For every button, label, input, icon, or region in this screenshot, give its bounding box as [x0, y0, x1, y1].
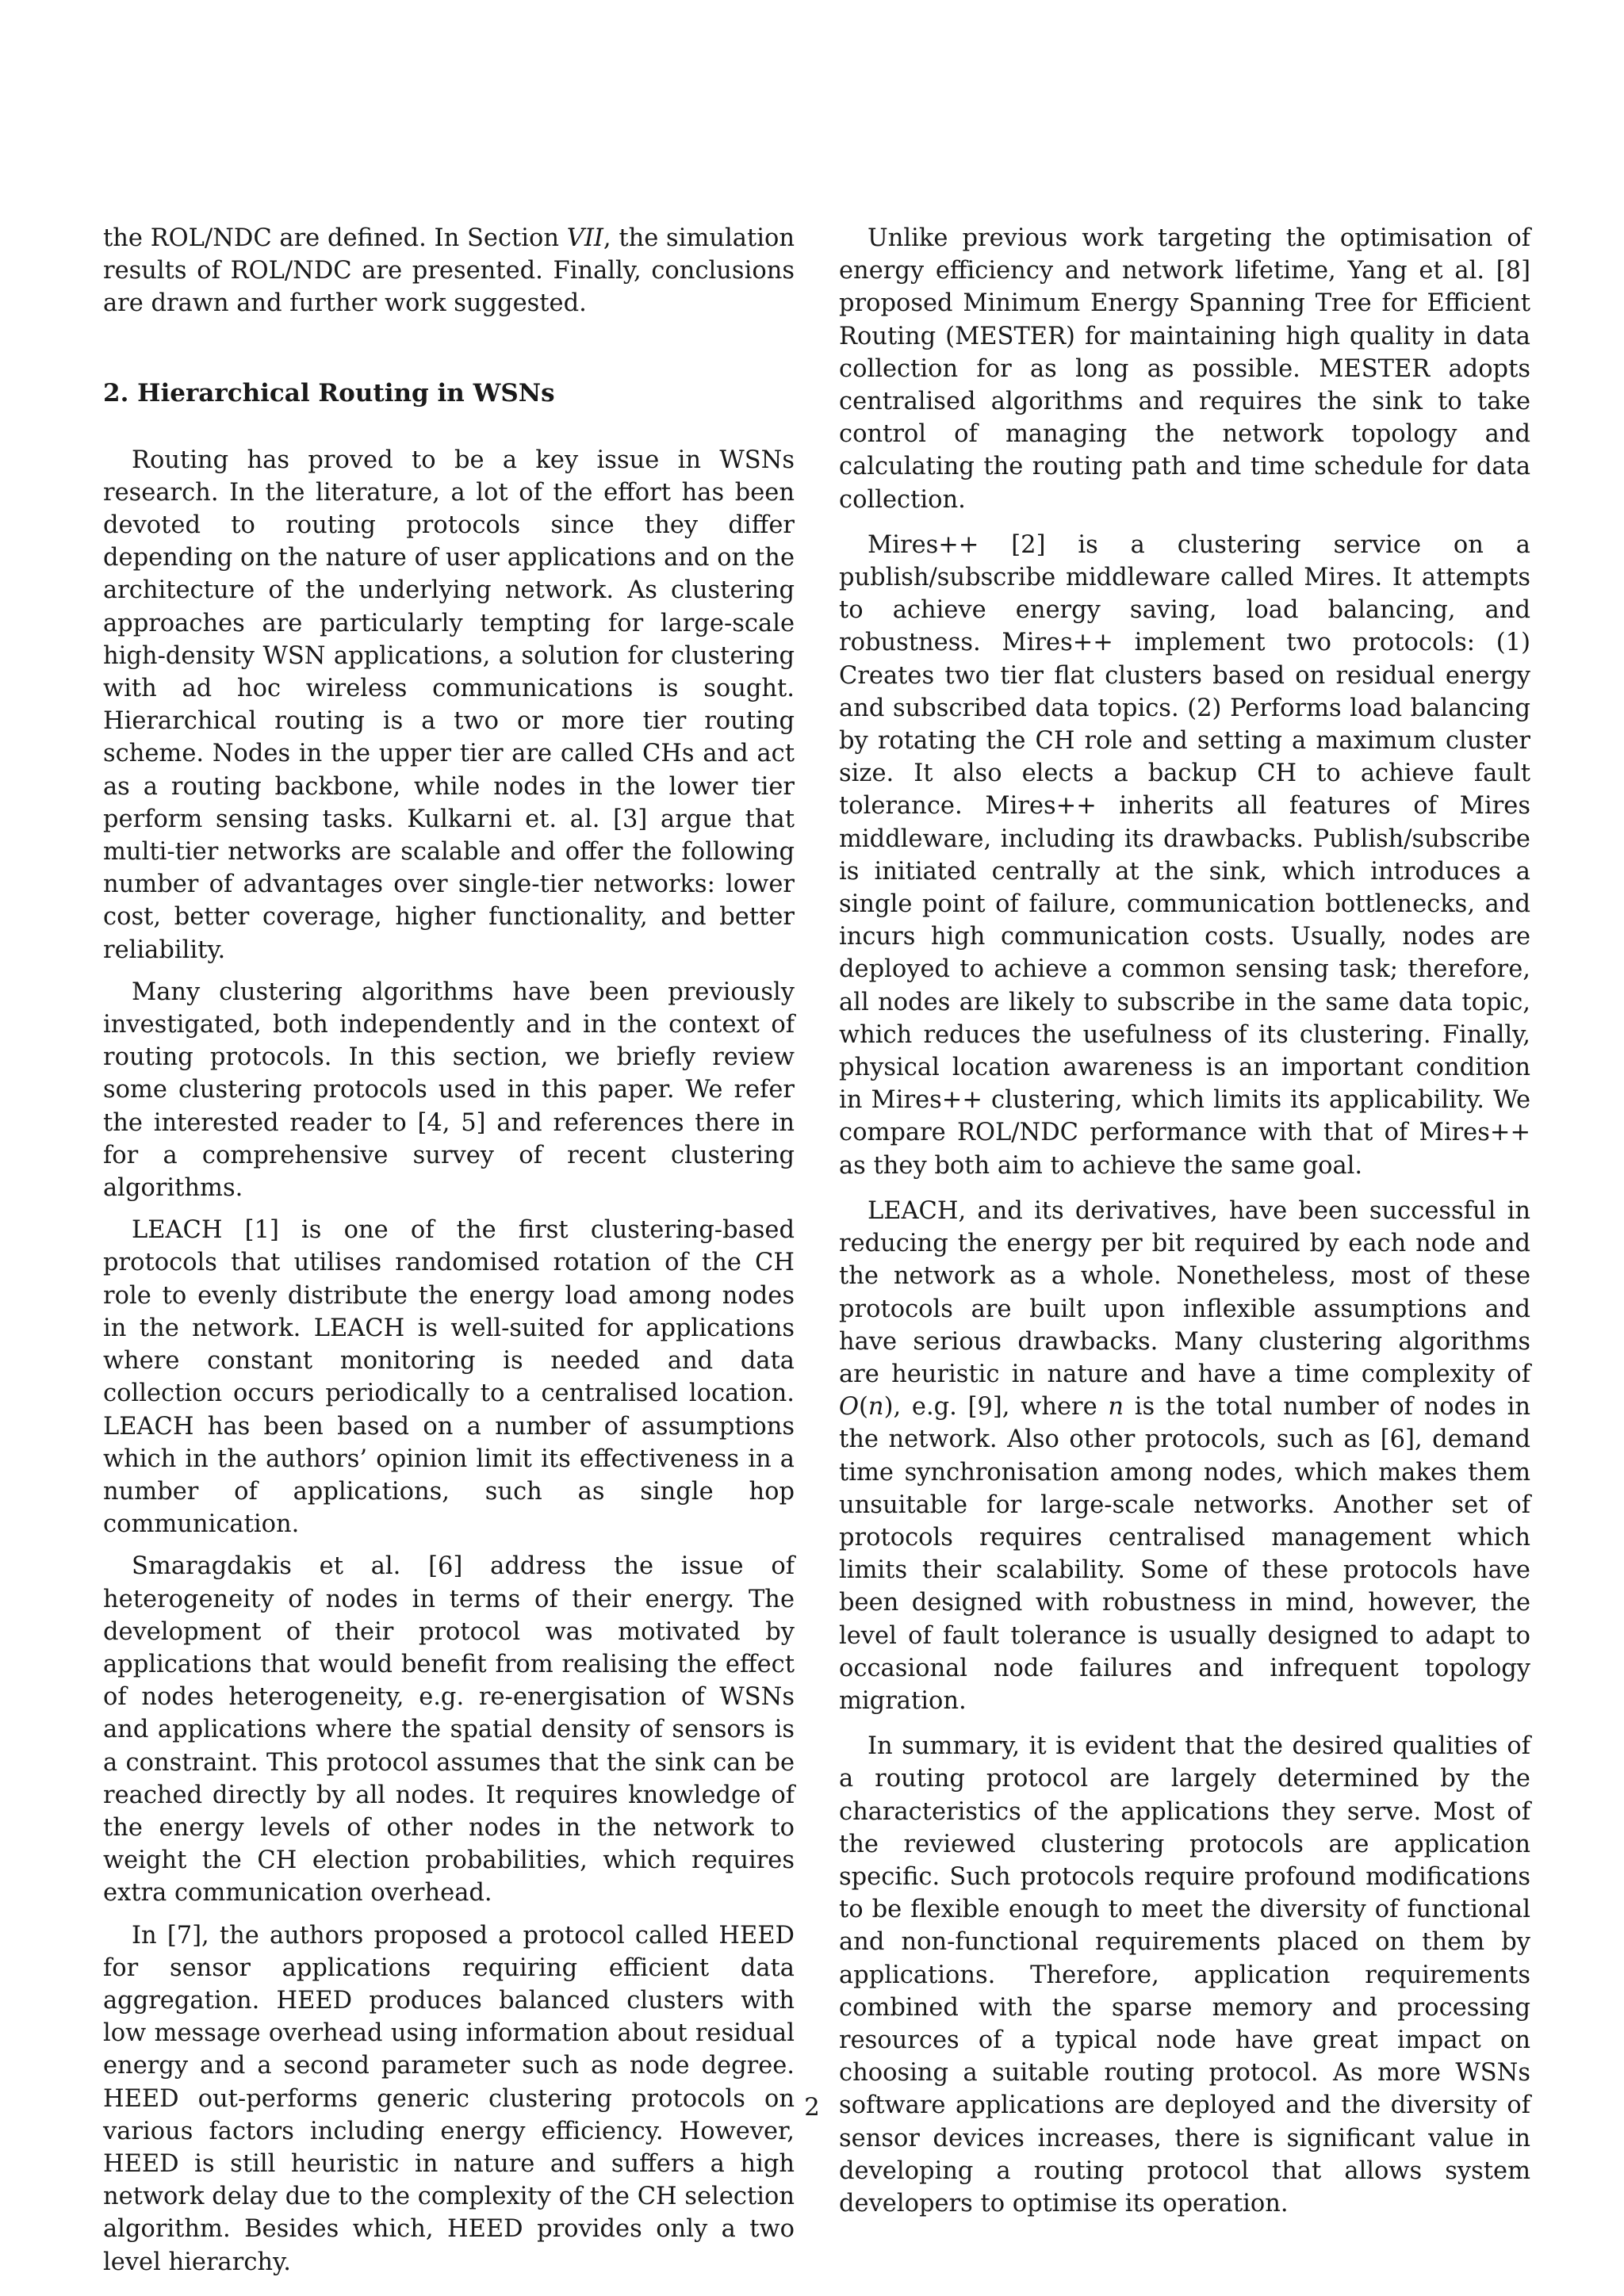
paragraph-routing-key-issue: Routing has proved to be a key issue in WSNs research. In the literature, a lot of the effort has been devoted to routing protocols since they differ depending on the nature of user applications and on the architecture of the underlying network. As clustering approaches are particularly tempting for large-scale high-density WSN applications, a solution for clustering with ad hoc wireless communications is sought. Hierarchical routing is a two or more tier routing scheme. Nodes in the upper tier are called CHs and act as a routing backbone, while nodes in the lower tier perform sensing tasks. Kulkarni et. al. [3] argue that multi-tier networks are scalable and offer the following number of advantages over single-tier networks: lower cost, better coverage, higher functionality, and better reliability. [103, 446, 795, 964]
math-O: O [839, 1393, 860, 1422]
paragraph-heed: In [7], the authors proposed a protocol called HEED for sensor applications requiring efficient data aggregation. HEED produces balanced clusters with low message overhead using information about residual energy and a second parameter such as node degree. HEED out-performs generic clustering protocols on various factors including energy efficiency. However, HEED is still heuristic in nature and suffers a high network delay due to the complexity of the CH selection algorithm. Besides which, HEED provides only a two level hierarchy. [103, 1921, 795, 2276]
paragraph-mester: Unlike previous work targeting the optimisation of energy efficiency and network lifetime, Yang et al. [8] proposed Minimum Energy Spanning Tree for Efficient Routing (MESTER) for maintaining high quality in data collection for as long as possible. MESTER adopts centralised algorithms and requires the sink to take control of managing the network topology and calculating the routing path and time schedule for data collection. [839, 224, 1530, 514]
math-n: n [1108, 1393, 1124, 1422]
paragraph-smaragdakis: Smaragdakis et al. [6] address the issue of heterogeneity of nodes in terms of their energy. The development of their protocol was motivated by applications that would benefit from realising the effect of nodes heterogeneity, e.g. re-energisation of WSNs and applications where the spatial density of sensors is a constraint. This protocol assumes that the sink can be reached directly by all nodes. It requires knowledge of the energy levels of other nodes in the network to weight the CH election probabilities, which requires extra communication overhead. [103, 1552, 795, 1908]
paragraph-leach: LEACH [1] is one of the first clustering-based protocols that utilises randomised rotation of the CH role to evenly distribute the energy load among nodes in the network. LEACH is well-suited for applications where constant monitoring is needed and data collection occurs periodically to a centralised location. LEACH has been based on a number of assumptions which in the authors’ opinion limit its effectiveness in a number of applications, such as single hop communication. [103, 1216, 795, 1539]
text-run: LEACH, and its derivatives, have been successful in reducing the energy per bit required by each node and the network as a whole. Nonetheless, most of these protocols are built upon inflexible assumptions and have serious drawbacks. Many clustering algorithms are heuristic in nature and have a time complexity of [839, 1196, 1530, 1388]
text-run: ), e.g. [9], where [883, 1393, 1109, 1422]
right-column [839, 222, 1530, 2220]
text-run: the ROL/NDC are defined. In Section [103, 224, 567, 252]
text-run: ( [859, 1393, 868, 1422]
paragraph-clustering-algorithms: Many clustering algorithms have been previously investigated, both independently and in the context of routing protocols. In this section, we briefly review some clustering protocols used in this paper. We refer the interested reader to [4, 5] and references there in for a comprehensive survey of recent clustering algorithms. [103, 978, 795, 1203]
left-column [103, 222, 795, 2279]
section-number: VII [566, 224, 603, 252]
paragraph-intro-continuation [103, 222, 795, 320]
text-run: , the simulation results of ROL/NDC are presented. Finally, conclusions are drawn and further work suggested. [103, 224, 795, 318]
math-n: n [868, 1393, 884, 1422]
paragraph-leach-derivatives [839, 1195, 1530, 1717]
section-heading: 2. Hierarchical Routing in WSNs [103, 378, 555, 408]
text-run: is the total number of nodes in the network. Also other protocols, such as [6], demand time synchronisation among nodes, which makes them unsuitable for large-scale networks. Another set of protocols requires centralised management which limits their scalability. Some of these protocols have been designed with robustness in mind, however, the level of fault tolerance is usually designed to adapt to occasional node failures and infrequent topology migration. [839, 1393, 1530, 1715]
paragraph-summary: In summary, it is evident that the desired qualities of a routing protocol are largely determined by the characteristics of the applications they serve. Most of the reviewed clustering protocols are application specific. Such protocols require profound modifications to be flexible enough to meet the diversity of functional and non-functional requirements placed on them by applications. Therefore, application requirements combined with the sparse memory and processing resources of a typical node have great impact on choosing a suitable routing protocol. As more WSNs software applications are deployed and the diversity of sensor devices increases, there is significant value in developing a routing protocol that allows system developers to optimise its operation. [839, 1732, 1530, 2218]
paragraph-mires: Mires++ [2] is a clustering service on a publish/subscribe middleware called Mires. It attempts to achieve energy saving, load balancing, and robustness. Mires++ implement two protocols: (1) Creates two tier flat clusters based on residual energy and subscribed data topics. (2) Performs load balancing by rotating the CH role and setting a maximum cluster size. It also elects a backup CH to achieve fault tolerance. Mires++ inherits all features of Mires middleware, including its drawbacks. Publish/subscribe is initiated centrally at the sink, which introduces a single point of failure, communication bottlenecks, and incurs high communication costs. Usually, nodes are deployed to achieve a common sensing task; therefore, all nodes are likely to subscribe in the same data topic, which reduces the usefulness of its clustering. Finally, physical location awareness is an important condition in Mires++ clustering, which limits its applicability. We compare ROL/NDC performance with that of Mires++ as they both aim to achieve the same goal. [839, 530, 1530, 1180]
page-number: 2 [804, 2093, 820, 2122]
